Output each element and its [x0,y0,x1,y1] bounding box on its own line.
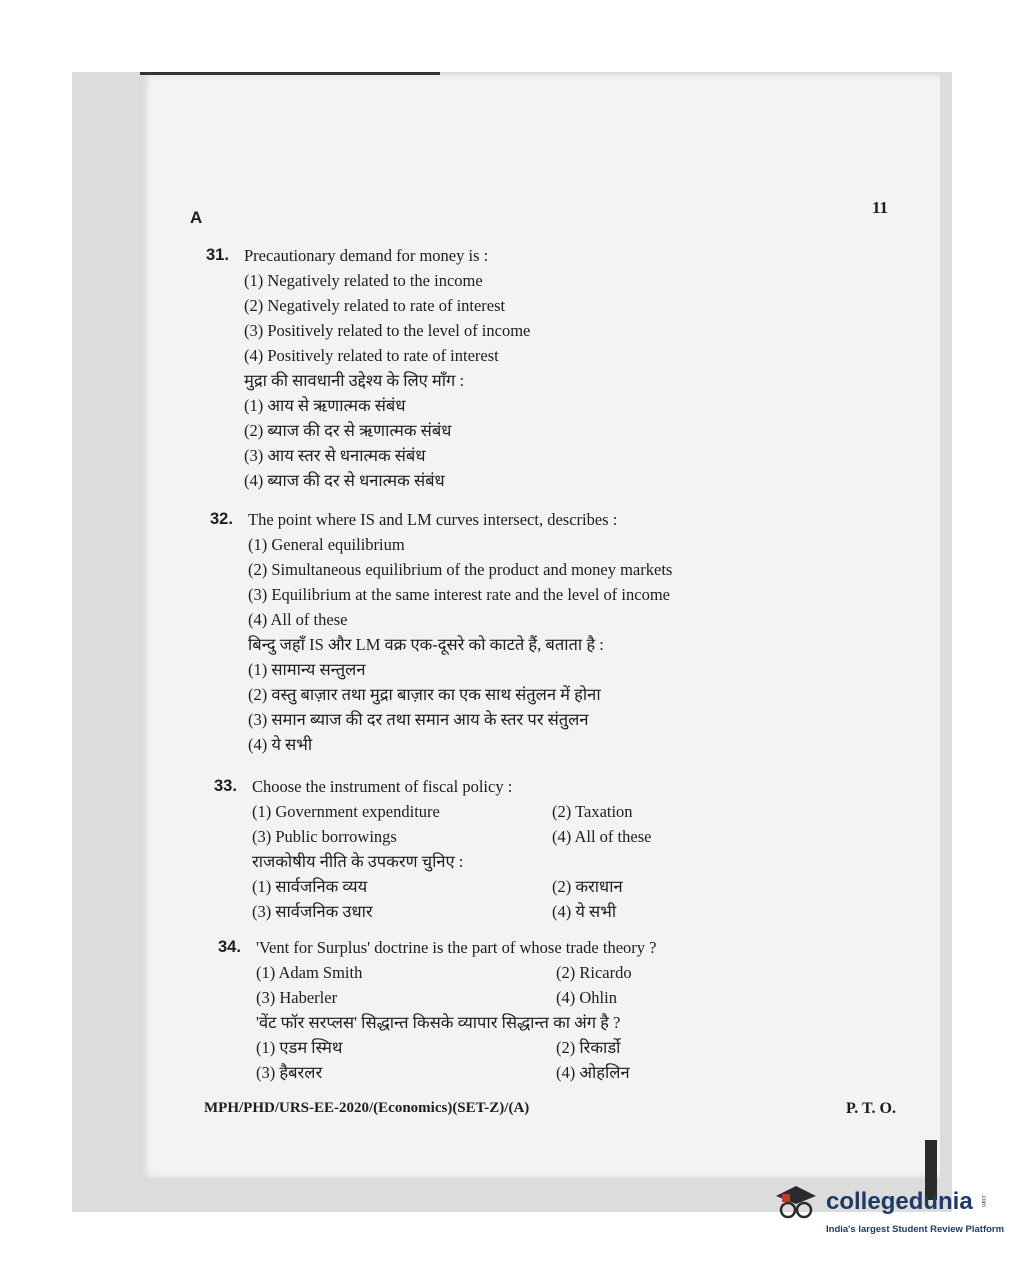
hindi-option: (1) सार्वजनिक व्यय [252,877,368,896]
paper-code: MPH/PHD/URS-EE-2020/(Economics)(SET-Z)/(A) [204,1100,530,1116]
brand-name: collegedunia [826,1188,973,1215]
hindi-option: (4) ब्याज की दर से धनात्मक संबंध [244,471,445,490]
hindi-option: (2) ब्याज की दर से ऋणात्मक संबंध [244,421,452,440]
hindi-option: (4) ये सभी [248,735,313,754]
question-31 [206,243,530,493]
hindi-option: (3) समान ब्याज की दर तथा समान आय के स्तर पर संतुलन [248,710,589,729]
option: (2) Simultaneous equilibrium of the product and money markets [248,560,673,579]
option: (4) Positively related to rate of interest [244,346,499,365]
question-number: 34. [218,938,241,956]
hindi-question-text: 'वेंट फॉर सरप्लस' सिद्धान्त किसके व्यापार सिद्धान्त का अंग है ? [256,1013,621,1032]
option: (4) All of these [248,610,348,629]
option: (1) General equilibrium [248,535,405,554]
question-number: 31. [206,246,229,264]
option: (1) Negatively related to the income [244,271,483,290]
graduation-cap-icon [772,1182,820,1222]
question-34 [218,935,756,1085]
hindi-option: (2) रिकार्डो [556,1038,621,1057]
hindi-option: (2) कराधान [552,877,623,896]
question-number: 33. [214,777,237,795]
question-text: 'Vent for Surplus' doctrine is the part of whose trade theory ? [256,938,657,957]
hindi-question-text: राजकोषीय नीति के उपकरण चुनिए : [252,852,464,871]
hindi-question-text: बिन्दु जहाँ IS और LM वक्र एक-दूसरे को काटते हैं, बताता है : [248,635,604,654]
hindi-option: (4) ये सभी [552,902,617,921]
hindi-option: (1) आय से ऋणात्मक संबंध [244,396,406,415]
hindi-option: (1) एडम स्मिथ [256,1038,343,1057]
page-number: 11 [872,198,889,217]
option: (2) Taxation [552,802,633,821]
hindi-option: (1) सामान्य सन्तुलन [248,660,366,679]
option: (1) Government expenditure [252,802,440,821]
brand-tagline: India's largest Student Review Platform [826,1224,1005,1235]
hindi-option: (2) वस्तु बाज़ार तथा मुद्रा बाज़ार का एक साथ संतुलन में होना [248,685,601,704]
option: (3) Equilibrium at the same interest rate and the level of income [248,585,670,604]
question-text: Precautionary demand for money is : [244,246,489,265]
hindi-option: (4) ओहलिन [556,1063,630,1082]
question-number: 32. [210,510,233,528]
brand-suffix: .com [980,1194,986,1208]
hindi-option: (3) आय स्तर से धनात्मक संबंध [244,446,426,465]
hindi-option: (3) हैबरलर [256,1063,323,1082]
option: (2) Ricardo [556,963,632,982]
hindi-option: (3) सार्वजनिक उधार [252,902,373,921]
option: (1) Adam Smith [256,963,363,982]
hindi-question-text: मुद्रा की सावधानी उद्देश्य के लिए माँग : [244,371,465,390]
option: (3) Public borrowings [252,827,397,846]
question-text: The point where IS and LM curves intersect, describes : [248,510,618,529]
option: (4) All of these [552,827,652,846]
question-32 [210,507,672,757]
pto-label: P. T. O. [846,1100,896,1117]
top-edge-line [140,72,440,75]
set-letter: A [190,208,203,227]
option: (3) Positively related to the level of income [244,321,531,340]
option: (4) Ohlin [556,988,617,1007]
option: (3) Haberler [256,988,338,1007]
option: (2) Negatively related to rate of interest [244,296,506,315]
question-33 [214,774,752,924]
question-text: Choose the instrument of fiscal policy : [252,777,513,796]
